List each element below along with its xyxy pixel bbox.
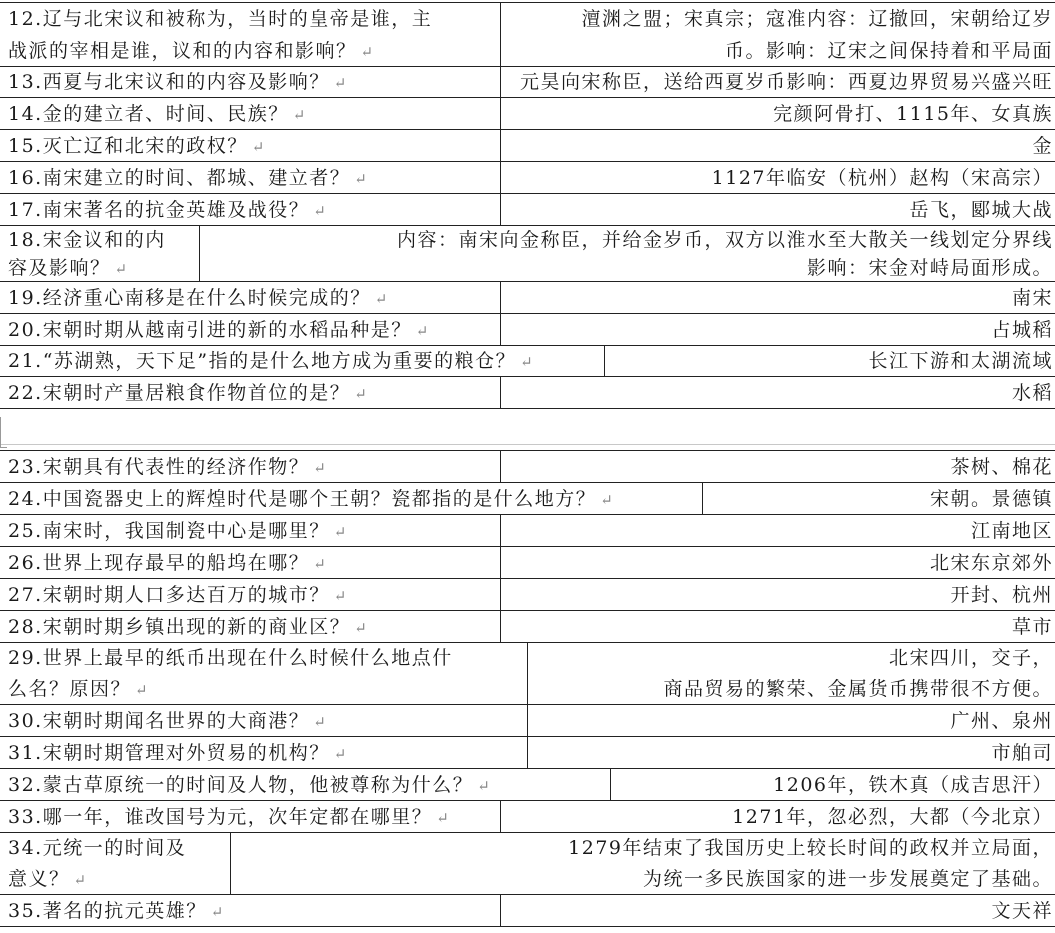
question-line: 21.“苏湖熟，天下足”指的是什么地方成为重要的粮仓？	[8, 350, 517, 372]
question-text	[8, 194, 498, 227]
column-divider	[500, 67, 501, 97]
column-divider	[500, 130, 501, 161]
table-row	[0, 451, 1055, 483]
column-divider	[702, 483, 703, 514]
question-cell	[8, 737, 525, 768]
table-row	[0, 547, 1055, 579]
question-cell	[8, 314, 498, 345]
question-line: 17.南宋著名的抗金英雄及战役？	[8, 199, 310, 221]
answer-line: 1271年，忽必烈，大都（今北京）	[732, 806, 1053, 828]
answer-line: 草市	[1011, 616, 1053, 638]
answer-cell	[508, 282, 1053, 313]
answer-cell	[618, 769, 1053, 800]
table-row	[0, 769, 1055, 801]
paragraph-mark-icon: ↵	[135, 681, 150, 699]
table-row	[0, 67, 1055, 98]
answer-cell	[207, 226, 1053, 281]
answer-line: 北宋东京郊外	[929, 552, 1053, 574]
column-divider	[500, 801, 501, 832]
column-divider	[500, 3, 501, 66]
answer-line: 开封、杭州	[950, 584, 1053, 606]
question-line: 么名？原因？	[8, 678, 132, 700]
qa-table-page-1	[0, 2, 1055, 409]
page-break-line	[0, 444, 1055, 445]
question-text	[8, 130, 498, 163]
question-cell	[8, 194, 498, 225]
answer-line: 金	[1032, 135, 1053, 157]
column-divider	[500, 611, 501, 642]
answer-line: 广州、泉州	[950, 710, 1053, 732]
question-text	[8, 864, 228, 896]
question-text	[8, 515, 498, 548]
column-divider	[527, 705, 528, 736]
table-row	[0, 130, 1055, 162]
answer-line: 内容：南宋向金称臣，并给金岁币，双方以淮水至大散关一线划定分界线	[396, 229, 1053, 251]
question-line: 20.宋朝时期从越南引进的新的水稻品种是？	[8, 319, 412, 341]
table-row	[0, 314, 1055, 346]
question-cell	[8, 547, 498, 578]
question-cell	[8, 162, 498, 193]
answer-cell	[238, 833, 1053, 894]
question-cell	[8, 98, 498, 129]
question-line: 31.宋朝时期管理对外贸易的机构？	[8, 742, 330, 764]
paragraph-mark-icon: ↵	[313, 202, 328, 220]
table-row	[0, 346, 1055, 377]
answer-line: 币。影响：辽宋之间保持着和平局面	[724, 40, 1053, 62]
answer-cell	[508, 194, 1053, 225]
question-line: 22.宋朝时产量居粮食作物首位的是？	[8, 382, 351, 404]
table-row	[0, 3, 1055, 67]
answer-line: 江南地区	[970, 520, 1053, 542]
table-row	[0, 579, 1055, 611]
question-text	[8, 35, 498, 68]
table-row	[0, 194, 1055, 226]
column-divider	[500, 98, 501, 129]
answer-cell	[508, 895, 1053, 926]
question-text	[8, 98, 498, 131]
column-divider	[527, 737, 528, 768]
question-text	[8, 282, 498, 315]
table-row	[0, 483, 1055, 515]
table-row	[0, 737, 1055, 769]
question-text	[8, 346, 602, 378]
qa-table-page-2	[0, 450, 1055, 927]
table-row	[0, 98, 1055, 130]
paragraph-mark-icon: ↵	[333, 74, 348, 92]
answer-cell	[710, 483, 1053, 514]
question-cell	[8, 226, 197, 281]
table-row	[0, 162, 1055, 194]
question-line: 26.世界上现存最早的船坞在哪？	[8, 552, 310, 574]
answer-cell	[508, 162, 1053, 193]
question-line: 战派的宰相是谁，议和的内容和影响？	[8, 40, 357, 62]
question-cell	[8, 515, 498, 546]
answer-line: 文天祥	[991, 900, 1053, 922]
question-text	[8, 643, 525, 674]
column-divider	[527, 643, 528, 704]
paragraph-mark-icon: ↵	[354, 170, 369, 188]
column-divider	[500, 162, 501, 193]
question-cell	[8, 705, 525, 736]
column-divider	[500, 547, 501, 578]
answer-cell	[508, 67, 1053, 97]
answer-cell	[508, 611, 1053, 642]
paragraph-mark-icon: ↵	[436, 809, 451, 827]
column-divider	[500, 579, 501, 610]
question-cell	[8, 833, 228, 894]
question-line: 18.宋金议和的内	[8, 229, 166, 251]
question-text	[8, 737, 525, 770]
question-text	[8, 377, 498, 410]
question-text	[8, 705, 525, 738]
column-divider	[199, 226, 200, 281]
question-cell	[8, 611, 498, 642]
question-cell	[8, 130, 498, 161]
question-cell	[8, 3, 498, 66]
answer-line: 为统一多民族国家的进一步发展奠定了基础。	[642, 868, 1053, 890]
answer-cell	[508, 451, 1053, 482]
question-line: 15.灭亡辽和北宋的政权？	[8, 135, 248, 157]
table-row	[0, 611, 1055, 643]
question-line: 13.西夏与北宋议和的内容及影响？	[8, 71, 330, 93]
answer-line: 市舶司	[991, 742, 1053, 764]
answer-line: 元昊向宋称臣，送给西夏岁币影响：西夏边界贸易兴盛兴旺	[519, 71, 1053, 93]
question-line: 25.南宋时，我国制瓷中心是哪里？	[8, 520, 330, 542]
answer-cell	[535, 737, 1053, 768]
column-divider	[500, 194, 501, 225]
paragraph-mark-icon: ↵	[374, 290, 389, 308]
column-divider	[500, 515, 501, 546]
question-cell	[8, 451, 498, 482]
question-text	[8, 895, 498, 928]
question-line: 27.宋朝时期人口多达百万的城市？	[8, 584, 330, 606]
column-divider	[500, 451, 501, 482]
answer-cell	[508, 98, 1053, 129]
question-text	[8, 3, 498, 35]
question-cell	[8, 579, 498, 610]
question-text	[8, 579, 498, 612]
answer-cell	[612, 346, 1053, 376]
question-text	[8, 226, 197, 254]
page-break	[0, 441, 1055, 450]
table-row	[0, 895, 1055, 927]
question-text	[8, 451, 498, 484]
answer-cell	[535, 643, 1053, 704]
question-line: 23.宋朝具有代表性的经济作物？	[8, 456, 310, 478]
paragraph-mark-icon: ↵	[292, 106, 307, 124]
answer-cell	[508, 3, 1053, 66]
answer-line: 南宋	[1011, 287, 1053, 309]
table-row	[0, 226, 1055, 282]
question-line: 容及影响？	[8, 257, 111, 279]
column-divider	[610, 769, 611, 800]
table-row	[0, 377, 1055, 409]
paragraph-mark-icon: ↵	[477, 777, 492, 795]
question-cell	[8, 67, 498, 97]
answer-cell	[535, 705, 1053, 736]
answer-line: 岳飞，郾城大战	[909, 199, 1053, 221]
paragraph-mark-icon: ↵	[313, 459, 328, 477]
question-text	[8, 67, 498, 99]
answer-line: 水稻	[1011, 382, 1053, 404]
paragraph-mark-icon: ↵	[313, 555, 328, 573]
question-line: 30.宋朝时期闻名世界的大商港？	[8, 710, 310, 732]
question-line: 24.中国瓷器史上的辉煌时代是哪个王朝？瓷都指的是什么地方？	[8, 488, 597, 510]
table-row	[0, 643, 1055, 705]
answer-line: 长江下游和太湖流域	[868, 350, 1053, 372]
question-text	[8, 833, 228, 864]
question-line: 29.世界上最早的纸币出现在什么时候什么地点什	[8, 647, 453, 669]
question-text	[8, 547, 498, 580]
question-cell	[8, 895, 498, 926]
answer-line: 澶渊之盟；宋真宗；寇准内容：辽撤回，宋朝给辽岁	[581, 8, 1053, 30]
question-cell	[8, 483, 700, 514]
answer-cell	[508, 377, 1053, 408]
paragraph-mark-icon: ↵	[415, 322, 430, 340]
question-cell	[8, 769, 608, 800]
column-divider	[500, 895, 501, 926]
question-line: 16.南宋建立的时间、都城、建立者？	[8, 167, 351, 189]
paragraph-mark-icon: ↵	[333, 745, 348, 763]
answer-line: 1127年临安（杭州）赵构（宋高宗）	[711, 167, 1053, 189]
paragraph-mark-icon: ↵	[600, 491, 615, 509]
question-text	[8, 611, 498, 644]
paragraph-mark-icon: ↵	[73, 871, 88, 889]
table-row	[0, 705, 1055, 737]
question-line: 意义？	[8, 868, 70, 890]
table-row	[0, 801, 1055, 833]
answer-line: 北宋四川，交子，	[888, 647, 1053, 669]
question-line: 33.哪一年，谁改国号为元，次年定都在哪里？	[8, 806, 433, 828]
column-divider	[500, 377, 501, 408]
answer-line: 宋朝。景德镇	[929, 488, 1053, 510]
question-cell	[8, 377, 498, 408]
answer-line: 1206年，铁木真（成吉思汗）	[773, 774, 1053, 796]
question-text	[8, 801, 498, 834]
question-line: 28.宋朝时期乡镇出现的新的商业区？	[8, 616, 351, 638]
answer-line: 影响：宋金对峙局面形成。	[806, 257, 1053, 279]
paragraph-mark-icon: ↵	[313, 713, 328, 731]
question-line: 32.蒙古草原统一的时间及人物，他被尊称为什么？	[8, 774, 474, 796]
answer-cell	[508, 314, 1053, 345]
paragraph-mark-icon: ↵	[210, 903, 225, 921]
question-text	[8, 483, 700, 516]
paragraph-mark-icon: ↵	[520, 353, 535, 371]
answer-cell	[508, 801, 1053, 832]
table-row	[0, 282, 1055, 314]
paragraph-mark-icon: ↵	[360, 43, 375, 61]
table-row	[0, 515, 1055, 547]
answer-cell	[508, 547, 1053, 578]
paragraph-mark-icon: ↵	[251, 138, 266, 156]
answer-cell	[508, 130, 1053, 161]
answer-line: 完颜阿骨打、1115年、女真族	[773, 103, 1053, 125]
column-divider	[230, 833, 231, 894]
answer-cell	[508, 579, 1053, 610]
paragraph-mark-icon: ↵	[354, 619, 369, 637]
question-line: 12.辽与北宋议和被称为，当时的皇帝是谁，主	[8, 8, 433, 30]
paragraph-mark-icon: ↵	[354, 385, 369, 403]
page-corner-mark	[0, 417, 7, 448]
question-text	[8, 674, 525, 706]
answer-line: 占城稻	[991, 319, 1053, 341]
question-line: 19.经济重心南移是在什么时候完成的？	[8, 287, 371, 309]
paragraph-mark-icon: ↵	[114, 260, 129, 278]
question-cell	[8, 801, 498, 832]
answer-line: 商品贸易的繁荣、金属货币携带很不方便。	[663, 678, 1053, 700]
answer-cell	[508, 515, 1053, 546]
question-line: 35.著名的抗元英雄？	[8, 900, 207, 922]
question-line: 14.金的建立者、时间、民族？	[8, 103, 289, 125]
question-text	[8, 314, 498, 347]
answer-line: 1279年结束了我国历史上较长时间的政权并立局面，	[568, 837, 1053, 859]
column-divider	[500, 314, 501, 345]
question-text	[8, 162, 498, 195]
question-cell	[8, 346, 602, 376]
column-divider	[604, 346, 605, 376]
paragraph-mark-icon: ↵	[333, 587, 348, 605]
table-row	[0, 833, 1055, 895]
column-divider	[500, 282, 501, 313]
answer-line: 茶树、棉花	[950, 456, 1053, 478]
paragraph-mark-icon: ↵	[333, 523, 348, 541]
question-text	[8, 769, 608, 802]
question-cell	[8, 282, 498, 313]
question-cell	[8, 643, 525, 704]
question-text	[8, 254, 197, 283]
question-line: 34.元统一的时间及	[8, 837, 187, 859]
